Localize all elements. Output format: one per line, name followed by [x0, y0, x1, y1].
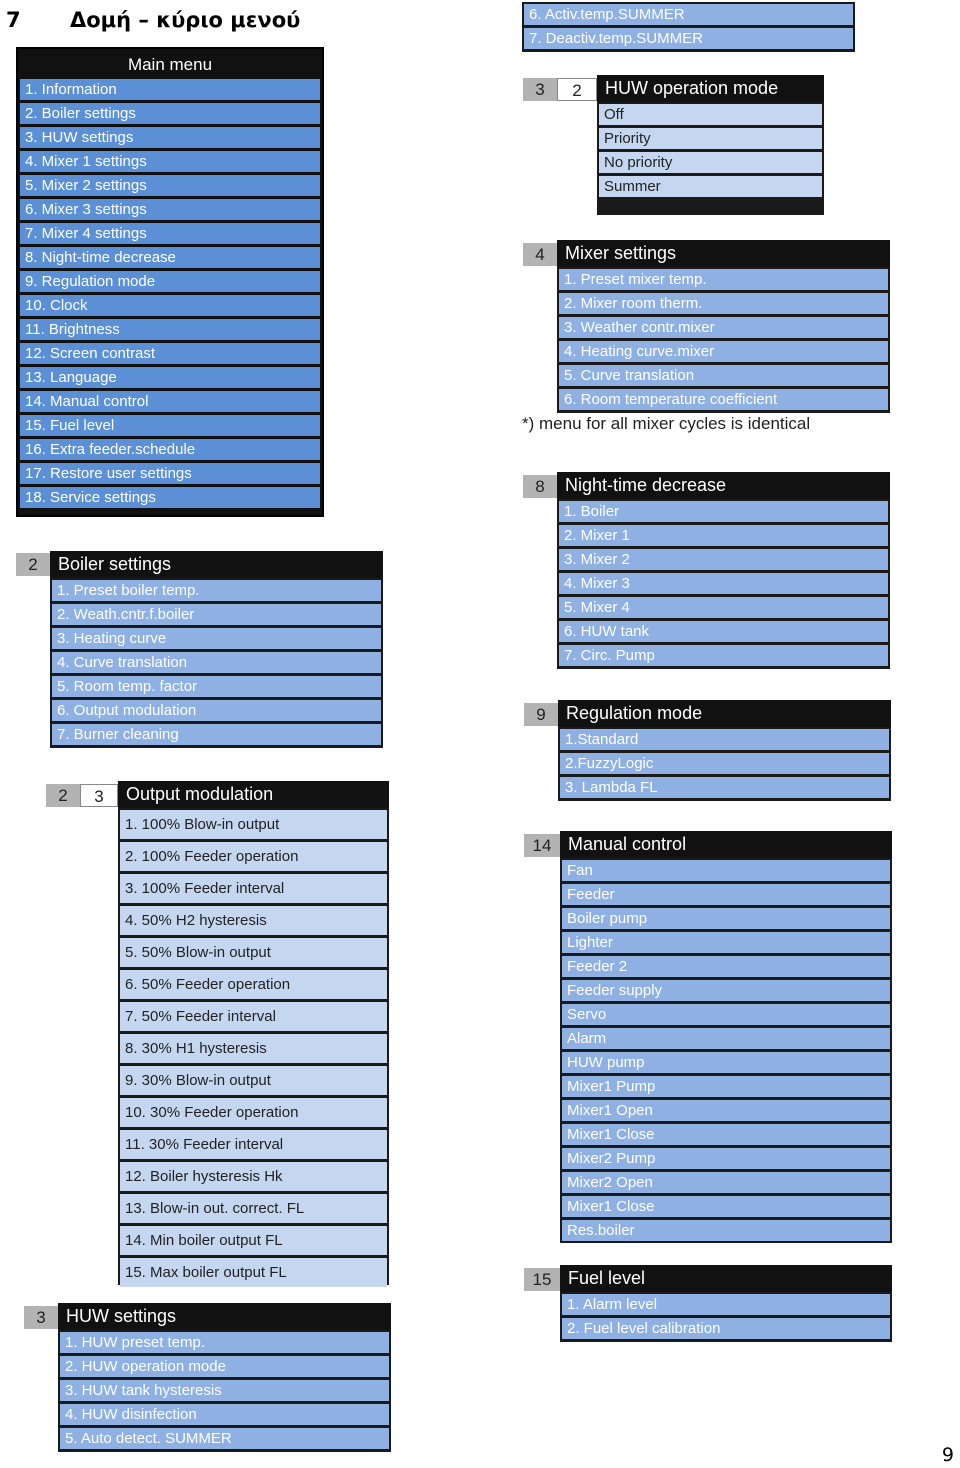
huw-operation-mode-tab-1: 3	[523, 78, 557, 101]
menu-item: 10. Clock	[20, 295, 320, 316]
menu-item: 5. Curve translation	[559, 365, 888, 386]
menu-item: 14. Min boiler output FL	[120, 1226, 387, 1255]
menu-item: 12. Boiler hysteresis Hk	[120, 1162, 387, 1191]
huw-settings-title: HUW settings	[58, 1303, 391, 1330]
menu-item: 8. Night-time decrease	[20, 247, 320, 268]
regulation-mode-title: Regulation mode	[558, 700, 891, 727]
menu-item: 6. Activ.temp.SUMMER	[524, 4, 853, 25]
menu-item: 3. HUW tank hysteresis	[60, 1380, 389, 1401]
menu-item: Res.boiler	[562, 1220, 890, 1241]
menu-item: 16. Extra feeder.schedule	[20, 439, 320, 460]
huw-settings-tab: 3	[24, 1306, 58, 1329]
menu-item: Mixer2 Pump	[562, 1148, 890, 1169]
output-modulation-tab-1: 2	[46, 784, 80, 807]
menu-item: 3. 100% Feeder interval	[120, 874, 387, 903]
output-modulation-title: Output modulation	[118, 781, 389, 808]
menu-item: 1.Standard	[560, 729, 889, 750]
main-menu-title: Main menu	[20, 51, 320, 78]
fuel-level-tab: 15	[524, 1268, 560, 1291]
menu-item: Mixer1 Pump	[562, 1076, 890, 1097]
menu-item: HUW pump	[562, 1052, 890, 1073]
manual-control-title: Manual control	[560, 831, 892, 858]
menu-item: Summer	[599, 176, 822, 197]
section-heading	[6, 8, 300, 32]
boiler-settings-list	[50, 578, 383, 748]
menu-item: 11. 30% Feeder interval	[120, 1130, 387, 1159]
huw-continued-list	[522, 2, 855, 52]
menu-item: 9. 30% Blow-in output	[120, 1066, 387, 1095]
menu-item: 5. 50% Blow-in output	[120, 938, 387, 967]
menu-item: Feeder	[562, 884, 890, 905]
menu-item: 7. Deactiv.temp.SUMMER	[524, 28, 853, 49]
menu-item: 13. Language	[20, 367, 320, 388]
menu-item: 7. Mixer 4 settings	[20, 223, 320, 244]
menu-item: 3. HUW settings	[20, 127, 320, 148]
menu-item: 3. Lambda FL	[560, 777, 889, 798]
menu-item: 10. 30% Feeder operation	[120, 1098, 387, 1127]
menu-item: 13. Blow-in out. correct. FL	[120, 1194, 387, 1223]
menu-item: 6. 50% Feeder operation	[120, 970, 387, 999]
menu-item: 5. Mixer 2 settings	[20, 175, 320, 196]
menu-item: 2. Mixer 1	[559, 525, 888, 546]
menu-item: 9. Regulation mode	[20, 271, 320, 292]
menu-item: 1. Boiler	[559, 501, 888, 522]
menu-item: 2. Mixer room therm.	[559, 293, 888, 314]
menu-item: 17. Restore user settings	[20, 463, 320, 484]
menu-item: 6. Room temperature coefficient	[559, 389, 888, 410]
menu-item: 1. HUW preset temp.	[60, 1332, 389, 1353]
menu-item: Off	[599, 104, 822, 125]
menu-item: 7. Burner cleaning	[52, 724, 381, 745]
huw-operation-mode-title: HUW operation mode	[597, 75, 824, 102]
menu-item: Boiler pump	[562, 908, 890, 929]
menu-item: 7. Circ. Pump	[559, 645, 888, 666]
menu-item: Feeder supply	[562, 980, 890, 1001]
menu-item: 4. Heating curve.mixer	[559, 341, 888, 362]
menu-item: Fan	[562, 860, 890, 881]
menu-item: 4. 50% H2 hysteresis	[120, 906, 387, 935]
menu-item: 2. Weath.cntr.f.boiler	[52, 604, 381, 625]
menu-item: 1. 100% Blow-in output	[120, 810, 387, 839]
menu-item: No priority	[599, 152, 822, 173]
fuel-level-title: Fuel level	[560, 1265, 892, 1292]
manual-control-list	[560, 858, 892, 1243]
menu-item: 4. Curve translation	[52, 652, 381, 673]
main-menu-list	[20, 78, 320, 508]
main-menu-panel	[16, 47, 324, 517]
section-title: Δομή – κύριο μενού	[70, 8, 301, 32]
menu-item: 5. Room temp. factor	[52, 676, 381, 697]
menu-item: 6. HUW tank	[559, 621, 888, 642]
menu-item: Mixer1 Close	[562, 1196, 890, 1217]
menu-item: 14. Manual control	[20, 391, 320, 412]
menu-item: 6. Output modulation	[52, 700, 381, 721]
menu-item: 18. Service settings	[20, 487, 320, 508]
menu-item: 6. Mixer 3 settings	[20, 199, 320, 220]
menu-item: 3. Heating curve	[52, 628, 381, 649]
menu-item: 8. 30% H1 hysteresis	[120, 1034, 387, 1063]
menu-item: Mixer1 Open	[562, 1100, 890, 1121]
menu-item: 2. Boiler settings	[20, 103, 320, 124]
huw-operation-mode-list	[597, 102, 824, 215]
menu-item: 12. Screen contrast	[20, 343, 320, 364]
menu-item: Priority	[599, 128, 822, 149]
page-number: 9	[941, 1444, 954, 1466]
section-number: 7	[6, 8, 21, 32]
menu-item: 2. HUW operation mode	[60, 1356, 389, 1377]
huw-operation-mode-tab-2: 2	[557, 78, 597, 101]
menu-item: 7. 50% Feeder interval	[120, 1002, 387, 1031]
mixer-settings-list	[557, 267, 890, 413]
menu-item: 1. Preset boiler temp.	[52, 580, 381, 601]
menu-item: 4. HUW disinfection	[60, 1404, 389, 1425]
huw-settings-list	[58, 1330, 391, 1452]
fuel-level-list	[560, 1292, 892, 1342]
menu-item: 1. Preset mixer temp.	[559, 269, 888, 290]
menu-item: 4. Mixer 1 settings	[20, 151, 320, 172]
menu-item: Alarm	[562, 1028, 890, 1049]
menu-item: 2. Fuel level calibration	[562, 1318, 890, 1339]
regulation-mode-list	[558, 727, 891, 801]
boiler-settings-title: Boiler settings	[50, 551, 383, 578]
night-time-decrease-title: Night-time decrease	[557, 472, 890, 499]
menu-item: Mixer1 Close	[562, 1124, 890, 1145]
menu-item: 1. Alarm level	[562, 1294, 890, 1315]
mixer-settings-title: Mixer settings	[557, 240, 890, 267]
menu-item: Mixer2 Open	[562, 1172, 890, 1193]
output-modulation-tab-2: 3	[80, 784, 118, 807]
menu-item: 5. Auto detect. SUMMER	[60, 1428, 389, 1449]
menu-item: Feeder 2	[562, 956, 890, 977]
menu-item: Lighter	[562, 932, 890, 953]
manual-control-tab: 14	[524, 834, 560, 857]
menu-item: 3. Mixer 2	[559, 549, 888, 570]
mixer-settings-note: *) menu for all mixer cycles is identical	[522, 414, 811, 433]
menu-item: 15. Max boiler output FL	[120, 1258, 387, 1287]
menu-item: 11. Brightness	[20, 319, 320, 340]
menu-item: Servo	[562, 1004, 890, 1025]
menu-item: 3. Weather contr.mixer	[559, 317, 888, 338]
menu-item: 2. 100% Feeder operation	[120, 842, 387, 871]
boiler-settings-tab: 2	[16, 553, 50, 576]
regulation-mode-tab: 9	[524, 703, 558, 726]
menu-item: 1. Information	[20, 79, 320, 100]
output-modulation-list	[118, 808, 389, 1285]
menu-item: 15. Fuel level	[20, 415, 320, 436]
menu-item: 4. Mixer 3	[559, 573, 888, 594]
night-time-decrease-tab: 8	[523, 475, 557, 498]
menu-item: 2.FuzzyLogic	[560, 753, 889, 774]
night-time-decrease-list	[557, 499, 890, 669]
menu-item: 5. Mixer 4	[559, 597, 888, 618]
mixer-settings-tab: 4	[523, 243, 557, 266]
